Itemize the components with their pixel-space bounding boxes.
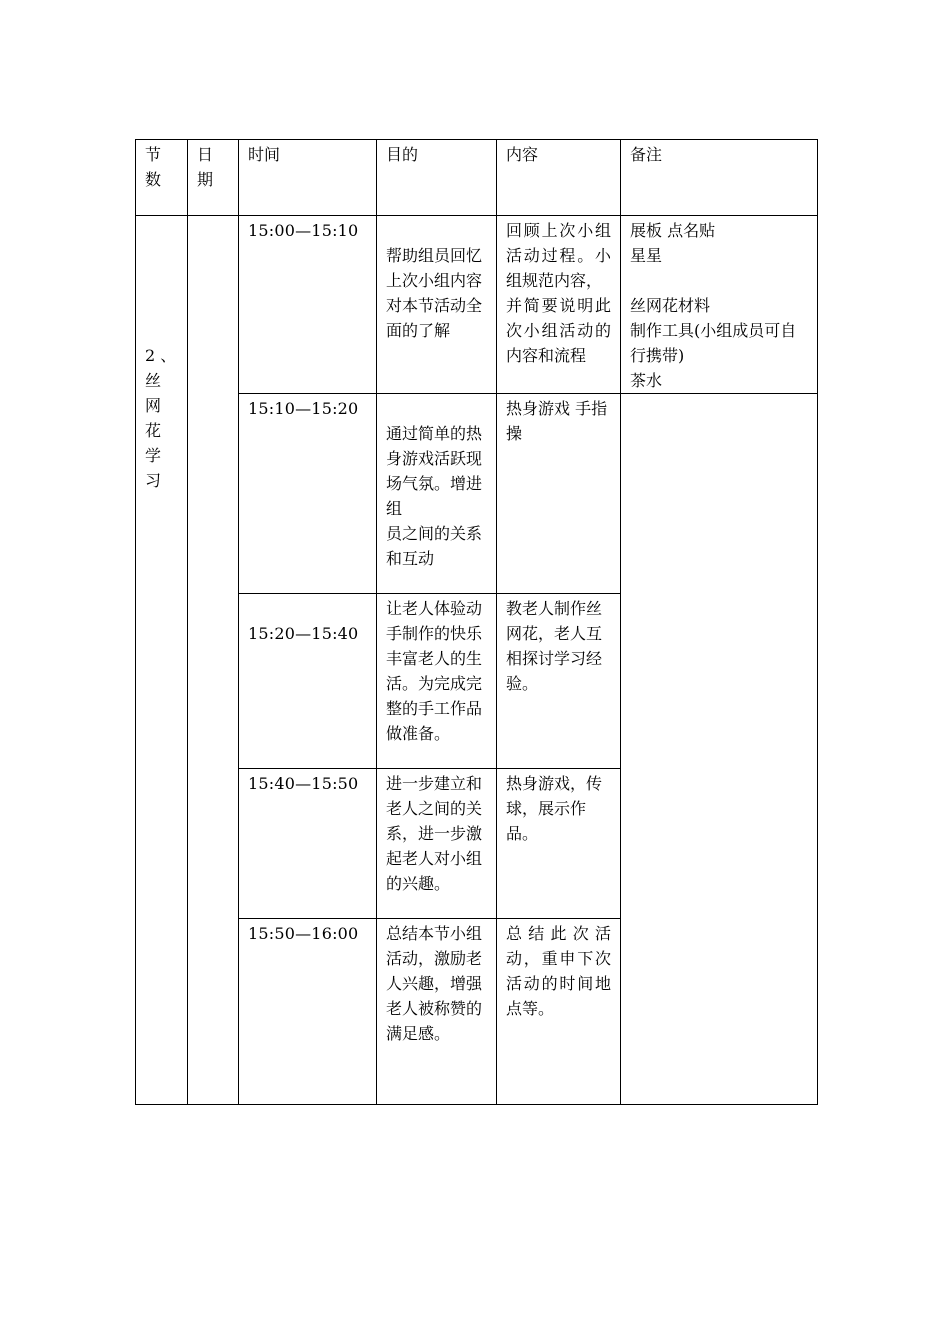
header-purpose: 目的 [377, 140, 497, 216]
activity-plan-table [135, 139, 818, 1105]
content-cell: 回顾上次小组活动过程。小组规范内容， 并简要说明此次小组活动的内容和流程 [497, 216, 621, 394]
content-cell: 教老人制作丝网花，老人互相探讨学习经验。 [497, 594, 621, 769]
header-date: 日 期 [188, 140, 239, 216]
time-cell: 15:50—16:00 [239, 919, 377, 1105]
table-row [136, 394, 818, 594]
purpose-cell: 帮助组员回忆上次小组内容对本节活动全面的了解 [377, 216, 497, 394]
session-cell [136, 216, 188, 1105]
time-cell: 15:00—15:10 [239, 216, 377, 394]
content-cell: 热身游戏，传球，展示作品。 [497, 769, 621, 919]
time-cell: 15:20—15:40 [239, 594, 377, 769]
remarks-cell [621, 216, 818, 394]
header-session: 节 数 [136, 140, 188, 216]
header-remarks: 备注 [621, 140, 818, 216]
content-cell: 热身游戏 手指 操 [497, 394, 621, 594]
header-time: 时间 [239, 140, 377, 216]
time-cell: 15:10—15:20 [239, 394, 377, 594]
remarks-empty-cell [621, 394, 818, 1105]
header-row [136, 140, 818, 216]
session-label: 2 、 丝 网 花 学 习 [145, 346, 177, 490]
purpose-cell: 让老人体验动手制作的快乐丰富老人的生活。为完成完整的手工作品做准备。 [377, 594, 497, 769]
time-cell: 15:40—15:50 [239, 769, 377, 919]
header-content: 内容 [497, 140, 621, 216]
remarks-value: 展板 点名贴 星星 丝网花材料 制作工具(小组成员可自行携带) 茶水 [630, 221, 797, 390]
purpose-cell: 总结本节小组活动，激励老人兴趣，增强老人被称赞的满足感。 [377, 919, 497, 1105]
purpose-cell: 通过简单的热身游戏活跃现场气氛。增进组 员之间的关系和互动 [377, 394, 497, 594]
date-value [188, 216, 238, 218]
content-cell: 总结此次活动，重申下次活动的时间地点等。 [497, 919, 621, 1105]
date-cell [188, 216, 239, 1105]
purpose-cell: 进一步建立和老人之间的关系，进一步激起老人对小组的兴趣。 [377, 769, 497, 919]
table-row [136, 216, 818, 394]
